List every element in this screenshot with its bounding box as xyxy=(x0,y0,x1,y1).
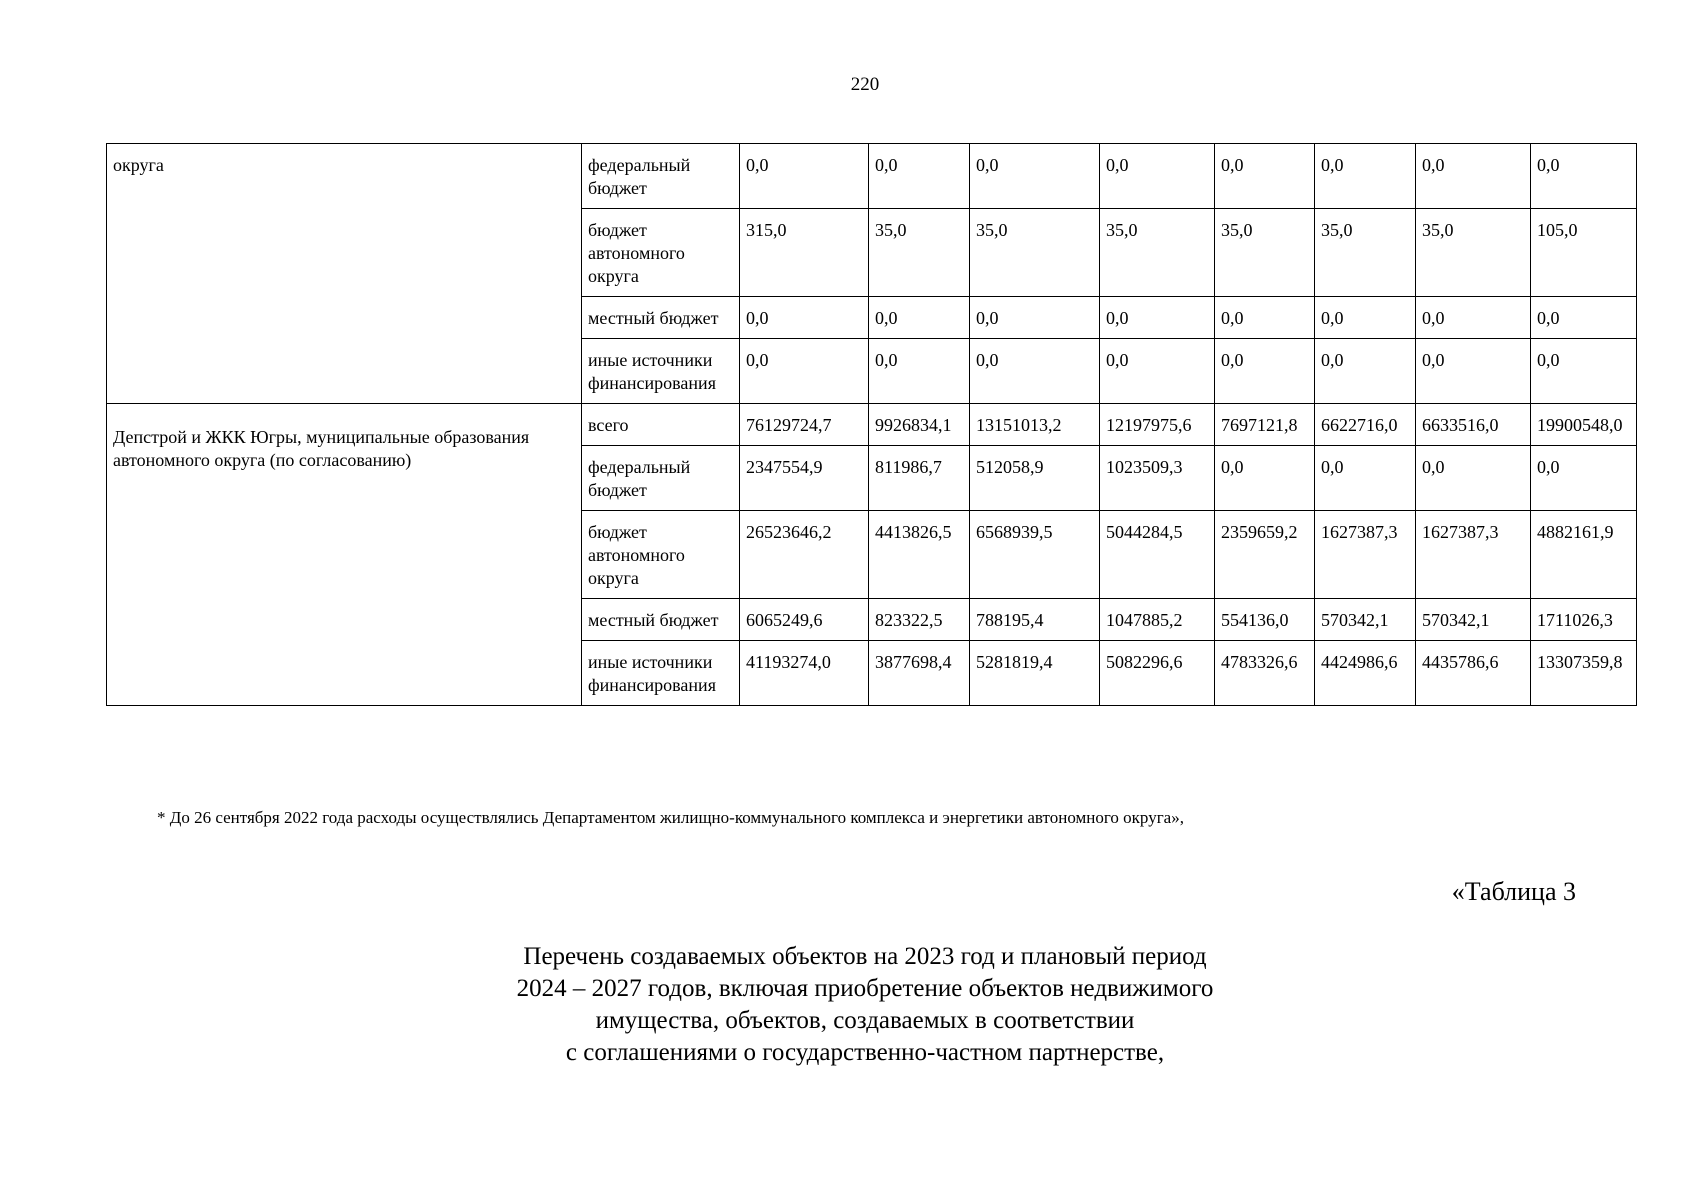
value-cell: 512058,9 xyxy=(970,446,1100,511)
value-cell: 76129724,7 xyxy=(740,404,869,446)
value-cell: 0,0 xyxy=(970,144,1100,209)
value-cell: 19900548,0 xyxy=(1531,404,1637,446)
org-cell: Депстрой и ЖКК Югры, муниципальные образования автономного округа (по согласованию) xyxy=(107,404,582,706)
value-cell: 35,0 xyxy=(1315,209,1416,297)
value-cell: 1627387,3 xyxy=(1315,511,1416,599)
value-cell: 4413826,5 xyxy=(869,511,970,599)
table-body xyxy=(107,144,1637,706)
value-cell: 823322,5 xyxy=(869,599,970,641)
value-cell: 554136,0 xyxy=(1215,599,1315,641)
value-cell: 35,0 xyxy=(970,209,1100,297)
source-cell: местный бюджет xyxy=(582,297,740,339)
value-cell: 0,0 xyxy=(1215,446,1315,511)
value-cell: 0,0 xyxy=(1100,144,1215,209)
value-cell: 35,0 xyxy=(869,209,970,297)
value-cell: 5082296,6 xyxy=(1100,641,1215,706)
value-cell: 0,0 xyxy=(869,339,970,404)
value-cell: 0,0 xyxy=(740,144,869,209)
value-cell: 0,0 xyxy=(970,339,1100,404)
value-cell: 4783326,6 xyxy=(1215,641,1315,706)
value-cell: 0,0 xyxy=(1531,339,1637,404)
value-cell: 5281819,4 xyxy=(970,641,1100,706)
value-cell: 2347554,9 xyxy=(740,446,869,511)
value-cell: 1047885,2 xyxy=(1100,599,1215,641)
value-cell: 0,0 xyxy=(869,144,970,209)
value-cell: 0,0 xyxy=(1315,446,1416,511)
value-cell: 1627387,3 xyxy=(1416,511,1531,599)
value-cell: 105,0 xyxy=(1531,209,1637,297)
value-cell: 570342,1 xyxy=(1416,599,1531,641)
value-cell: 6622716,0 xyxy=(1315,404,1416,446)
source-cell: местный бюджет xyxy=(582,599,740,641)
table-row xyxy=(107,144,1637,209)
value-cell: 35,0 xyxy=(1215,209,1315,297)
value-cell: 35,0 xyxy=(1416,209,1531,297)
value-cell: 0,0 xyxy=(1531,297,1637,339)
value-cell: 0,0 xyxy=(1416,339,1531,404)
heading-line: имущества, объектов, создаваемых в соответствии xyxy=(595,1007,1135,1034)
value-cell: 0,0 xyxy=(1315,144,1416,209)
value-cell: 0,0 xyxy=(740,297,869,339)
value-cell: 4435786,6 xyxy=(1416,641,1531,706)
value-cell: 0,0 xyxy=(1315,297,1416,339)
value-cell: 6568939,5 xyxy=(970,511,1100,599)
heading-line: 2024 – 2027 годов, включая приобретение объектов недвижимого xyxy=(516,975,1214,1002)
value-cell: 0,0 xyxy=(1215,339,1315,404)
page-number: 220 xyxy=(850,74,880,95)
value-cell: 0,0 xyxy=(1100,297,1215,339)
value-cell: 4882161,9 xyxy=(1531,511,1637,599)
table-row xyxy=(107,404,1637,446)
value-cell: 0,0 xyxy=(1315,339,1416,404)
value-cell: 2359659,2 xyxy=(1215,511,1315,599)
table-label: «Таблица 3 xyxy=(1451,877,1576,906)
source-cell: иные источники финансирования xyxy=(582,339,740,404)
source-cell: иные источники финансирования xyxy=(582,641,740,706)
heading-line: Перечень создаваемых объектов на 2023 год и плановый период xyxy=(523,943,1207,970)
value-cell: 13307359,8 xyxy=(1531,641,1637,706)
value-cell: 0,0 xyxy=(869,297,970,339)
value-cell: 4424986,6 xyxy=(1315,641,1416,706)
value-cell: 9926834,1 xyxy=(869,404,970,446)
financing-table xyxy=(106,143,1637,706)
value-cell: 7697121,8 xyxy=(1215,404,1315,446)
value-cell: 0,0 xyxy=(1531,446,1637,511)
value-cell: 0,0 xyxy=(740,339,869,404)
heading-line: с соглашениями о государственно-частном партнерстве, xyxy=(565,1039,1165,1066)
source-cell: всего xyxy=(582,404,740,446)
table-heading xyxy=(0,941,1697,1069)
org-cell: округа xyxy=(107,144,582,404)
source-cell: бюджет автономного округа xyxy=(582,209,740,297)
value-cell: 26523646,2 xyxy=(740,511,869,599)
value-cell: 35,0 xyxy=(1100,209,1215,297)
source-cell: федеральный бюджет xyxy=(582,446,740,511)
value-cell: 0,0 xyxy=(1416,144,1531,209)
value-cell: 6633516,0 xyxy=(1416,404,1531,446)
value-cell: 0,0 xyxy=(970,297,1100,339)
value-cell: 0,0 xyxy=(1416,297,1531,339)
footnote: * До 26 сентября 2022 года расходы осуществлялись Департаментом жилищно-коммунального комплекса и энергетики автономного округа», xyxy=(157,808,1184,827)
value-cell: 788195,4 xyxy=(970,599,1100,641)
value-cell: 0,0 xyxy=(1215,144,1315,209)
source-cell: бюджет автономного округа xyxy=(582,511,740,599)
value-cell: 13151013,2 xyxy=(970,404,1100,446)
value-cell: 315,0 xyxy=(740,209,869,297)
value-cell: 1023509,3 xyxy=(1100,446,1215,511)
value-cell: 41193274,0 xyxy=(740,641,869,706)
value-cell: 5044284,5 xyxy=(1100,511,1215,599)
value-cell: 1711026,3 xyxy=(1531,599,1637,641)
value-cell: 811986,7 xyxy=(869,446,970,511)
value-cell: 6065249,6 xyxy=(740,599,869,641)
value-cell: 12197975,6 xyxy=(1100,404,1215,446)
value-cell: 0,0 xyxy=(1531,144,1637,209)
value-cell: 570342,1 xyxy=(1315,599,1416,641)
value-cell: 3877698,4 xyxy=(869,641,970,706)
source-cell: федеральный бюджет xyxy=(582,144,740,209)
value-cell: 0,0 xyxy=(1416,446,1531,511)
value-cell: 0,0 xyxy=(1100,339,1215,404)
value-cell: 0,0 xyxy=(1215,297,1315,339)
